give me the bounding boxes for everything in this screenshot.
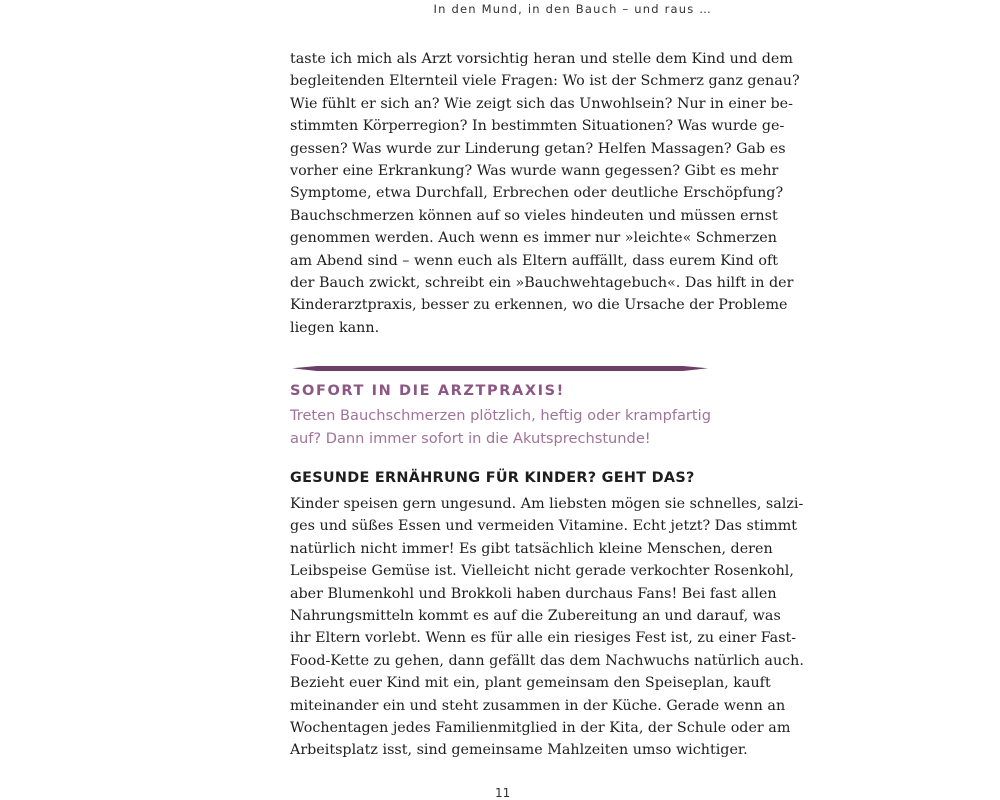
text-line: aber Blumenkohl und Brokkoli haben durchaus Fans! Bei fast allen bbox=[290, 585, 777, 602]
text-line: Bezieht euer Kind mit ein, plant gemeinsam den Speiseplan, kauft bbox=[290, 675, 771, 692]
callout-text: Treten Bauchschmerzen plötzlich, heftig oder krampfartig auf? Dann immer sofort in die Akutsprechstunde! bbox=[290, 407, 711, 447]
text-line: stimmten Körperregion? In bestimmten Situationen? Was wurde ge- bbox=[290, 118, 785, 135]
text-line: taste ich mich als Arzt vorsichtig heran und stelle dem Kind und dem bbox=[290, 51, 793, 67]
text-line: Leibspeise Gemüse ist. Vielleicht nicht gerade verkochter Rosenkohl, bbox=[290, 563, 794, 580]
text-line: begleitenden Elternteil viele Fragen: Wo ist der Schmerz ganz genau? bbox=[290, 73, 800, 90]
text-line: Kinder speisen gern ungesund. Am liebsten mögen sie schnelles, salzi- bbox=[290, 496, 804, 512]
body-paragraph bbox=[290, 493, 804, 762]
text-line: genommen werden. Auch wenn es immer nur »leichte« Schmerzen bbox=[290, 230, 777, 247]
text-line: ihr Eltern vorlebt. Wenn es für alle ein riesiges Fest ist, zu einer Fast- bbox=[290, 630, 797, 647]
text-line: Arbeitsplatz isst, sind gemeinsame Mahlzeiten umso wichtiger. bbox=[290, 742, 748, 759]
text-line: Kinderarztpraxis, besser zu erkennen, wo die Ursache der Probleme bbox=[290, 297, 788, 314]
body-paragraph bbox=[290, 48, 800, 339]
text-line: liegen kann. bbox=[290, 319, 380, 336]
text-line: Bauchschmerzen können auf so vieles hindeuten und müssen ernst bbox=[290, 207, 778, 224]
callout-divider bbox=[292, 366, 708, 371]
text-line: am Abend sind – wenn euch als Eltern auffällt, dass eurem Kind oft bbox=[290, 252, 778, 269]
text-line: gessen? Was wurde zur Linderung getan? Helfen Massagen? Gab es bbox=[290, 140, 786, 157]
running-head: In den Mund, in den Bauch – und raus … bbox=[433, 2, 712, 16]
callout-title: SOFORT IN DIE ARZTPRAXIS! bbox=[290, 383, 565, 399]
text-line: Nahrungsmitteln kommt es auf die Zubereitung an und darauf, was bbox=[290, 608, 781, 625]
text-line: Wie fühlt er sich an? Wie zeigt sich das Unwohlsein? Nur in einer be- bbox=[290, 95, 793, 112]
page-number: 11 bbox=[495, 786, 511, 800]
text-line: miteinander ein und steht zusammen in der Küche. Gerade wenn an bbox=[290, 697, 786, 714]
text-line: Symptome, etwa Durchfall, Erbrechen oder deutliche Erschöpfung? bbox=[290, 185, 784, 202]
text-line: ges und süßes Essen und vermeiden Vitamine. Echt jetzt? Das stimmt bbox=[290, 518, 798, 535]
text-line: Food-Kette zu gehen, dann gefällt das dem Nachwuchs natürlich auch. bbox=[290, 652, 804, 669]
text-line: natürlich nicht immer! Es gibt tatsächlich kleine Menschen, deren bbox=[290, 540, 773, 557]
text-line: vorher eine Erkrankung? Was wurde wann gegessen? Gibt es mehr bbox=[290, 163, 779, 180]
text-line: der Bauch zwickt, schreibt ein »Bauchwehtagebuch«. Das hilft in der bbox=[290, 275, 794, 292]
text-line: Wochentagen jedes Familienmitglied in der Kita, der Schule oder am bbox=[290, 720, 791, 737]
section-heading: GESUNDE ERNÄHRUNG FÜR KINDER? GEHT DAS? bbox=[290, 470, 695, 486]
